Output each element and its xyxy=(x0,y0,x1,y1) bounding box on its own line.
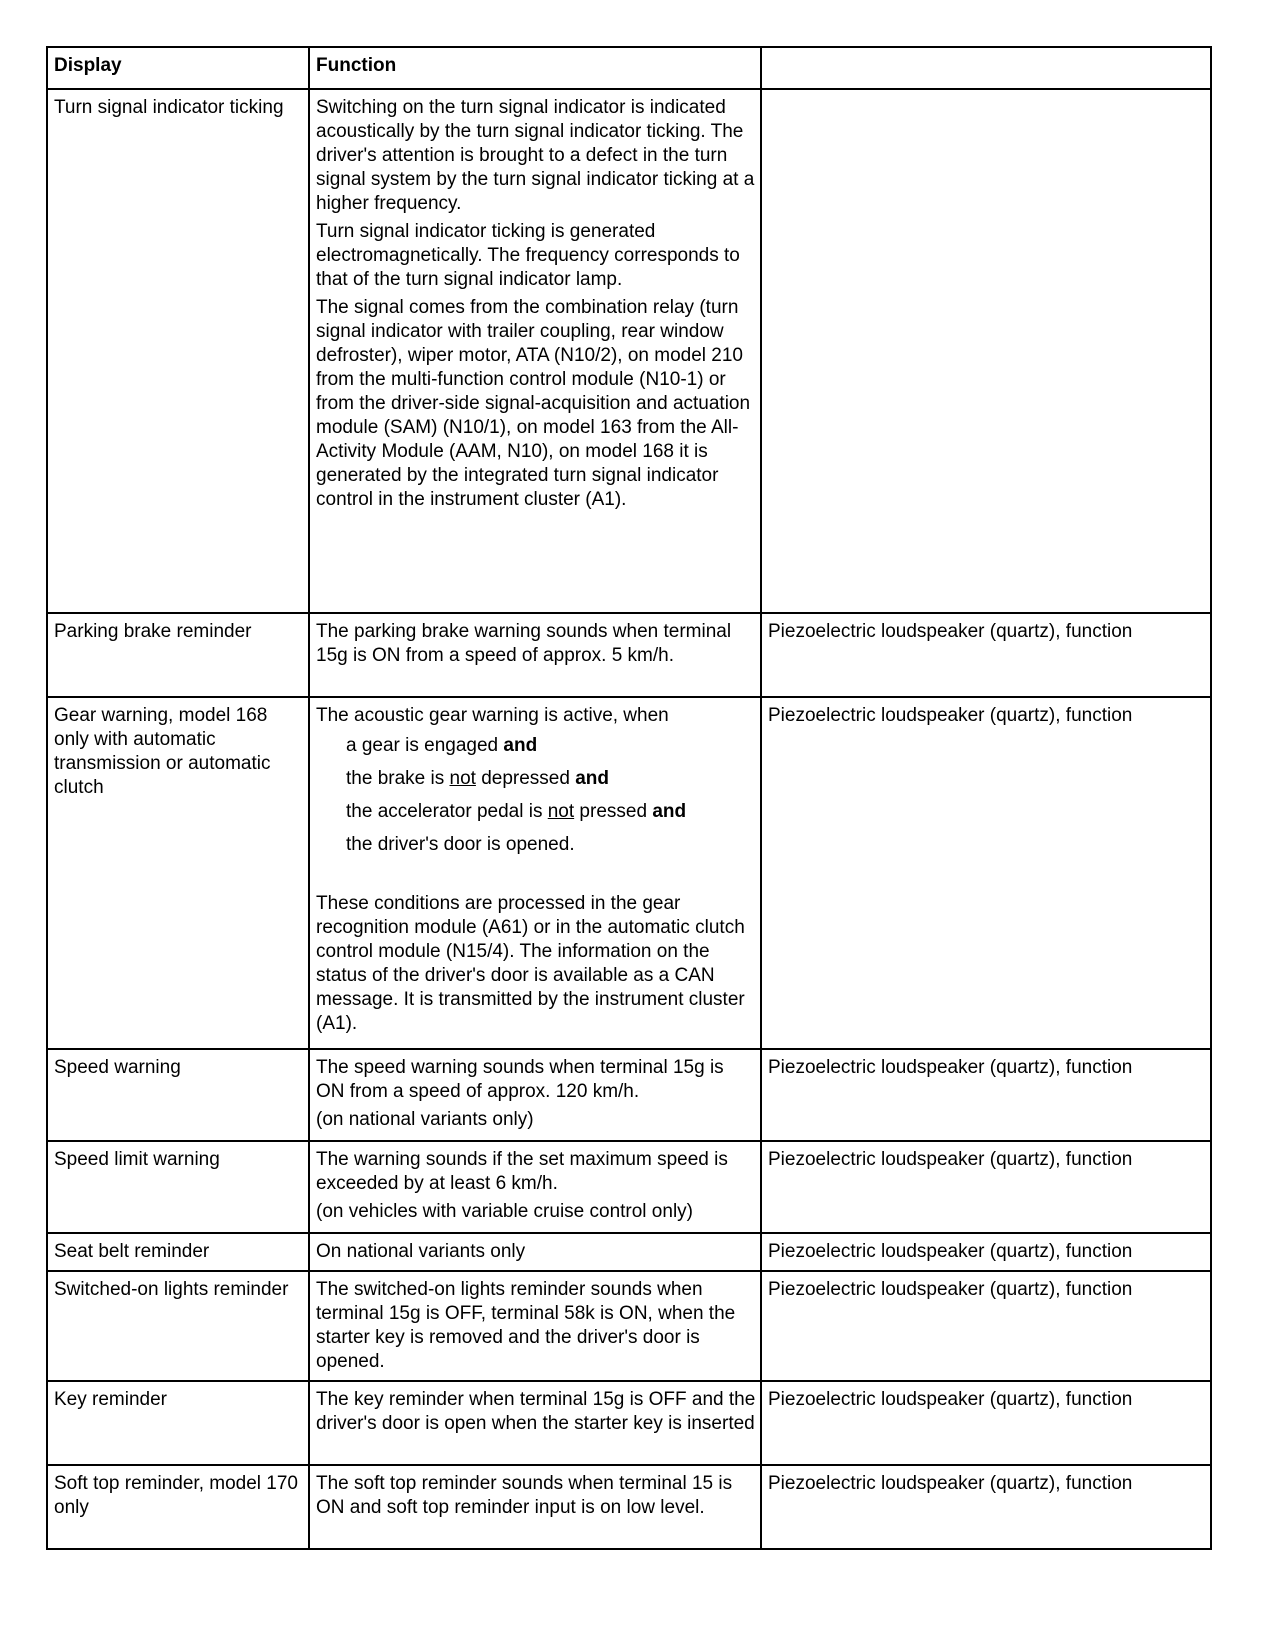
table-row xyxy=(47,1141,1211,1233)
table-row xyxy=(47,1233,1211,1271)
component-cell: Piezoelectric loudspeaker (quartz), function xyxy=(761,1381,1211,1465)
display-cell: Gear warning, model 168 only with automatic transmission or automatic clutch xyxy=(47,697,309,1049)
display-cell: Turn signal indicator ticking xyxy=(47,89,309,613)
display-cell: Soft top reminder, model 170 only xyxy=(47,1465,309,1549)
function-paragraph: The signal comes from the combination relay (turn signal indicator with trailer coupling, rear window defroster), wiper motor, ATA (N10/2), on model 210 from the multi-function control module (N10-1) or from the driver-side signal-acquisition and actuation module (SAM) (N10/1), on model 163 from the All-Activity Module (AAM, N10), on model 168 it is generated by the integrated turn signal indicator control in the instrument cluster (A1). xyxy=(316,297,751,510)
display-cell: Speed warning xyxy=(47,1049,309,1141)
function-paragraph: On national variants only xyxy=(316,1241,526,1262)
table-row xyxy=(47,697,1211,1049)
function-paragraph: Switching on the turn signal indicator is indicated acoustically by the turn signal indicator ticking. The driver's attention is brought to a defect in the turn signal system by the turn signal indicator ticking at a higher frequency. xyxy=(316,97,755,214)
display-cell: Speed limit warning xyxy=(47,1141,309,1233)
table-row xyxy=(47,89,1211,613)
function-paragraph: The key reminder when terminal 15g is OFF and the driver's door is open when the starter key is inserted xyxy=(316,1389,756,1434)
component-cell: Piezoelectric loudspeaker (quartz), function xyxy=(761,1141,1211,1233)
table-row xyxy=(47,1465,1211,1549)
reminder-function-table xyxy=(46,46,1212,1550)
function-paragraph: The switched-on lights reminder sounds when terminal 15g is OFF, terminal 58k is ON, when the starter key is removed and the driver's door is opened. xyxy=(316,1279,736,1372)
function-cell xyxy=(309,1141,761,1233)
condition-item: the brake is not depressed and xyxy=(346,768,609,789)
header-function: Function xyxy=(309,47,761,89)
function-cell xyxy=(309,697,761,1049)
function-paragraph: The speed warning sounds when terminal 15g is ON from a speed of approx. 120 km/h. xyxy=(316,1057,724,1102)
display-cell: Switched-on lights reminder xyxy=(47,1271,309,1381)
function-intro: The acoustic gear warning is active, when xyxy=(316,705,669,726)
function-paragraph: (on national variants only) xyxy=(316,1109,534,1130)
function-cell xyxy=(309,1381,761,1465)
component-cell xyxy=(761,89,1211,613)
component-cell: Piezoelectric loudspeaker (quartz), function xyxy=(761,613,1211,697)
table-header-row xyxy=(47,47,1211,89)
function-cell xyxy=(309,1233,761,1271)
component-cell: Piezoelectric loudspeaker (quartz), function xyxy=(761,1049,1211,1141)
display-cell: Key reminder xyxy=(47,1381,309,1465)
function-cell xyxy=(309,1049,761,1141)
function-paragraph: The soft top reminder sounds when terminal 15 is ON and soft top reminder input is on low level. xyxy=(316,1473,733,1518)
display-cell: Seat belt reminder xyxy=(47,1233,309,1271)
component-cell: Piezoelectric loudspeaker (quartz), function xyxy=(761,1465,1211,1549)
function-paragraph: The parking brake warning sounds when terminal 15g is ON from a speed of approx. 5 km/h. xyxy=(316,621,732,666)
table-row xyxy=(47,1049,1211,1141)
function-paragraph: Turn signal indicator ticking is generated electromagnetically. The frequency corresponds to that of the turn signal indicator lamp. xyxy=(316,221,740,290)
header-third xyxy=(761,47,1211,89)
function-cell xyxy=(309,89,761,613)
table-row xyxy=(47,1381,1211,1465)
header-display: Display xyxy=(47,47,309,89)
function-paragraph: (on vehicles with variable cruise control only) xyxy=(316,1201,693,1222)
display-cell: Parking brake reminder xyxy=(47,613,309,697)
condition-item: a gear is engaged and xyxy=(346,735,538,756)
function-cell xyxy=(309,1465,761,1549)
component-cell: Piezoelectric loudspeaker (quartz), function xyxy=(761,1271,1211,1381)
component-cell: Piezoelectric loudspeaker (quartz), function xyxy=(761,1233,1211,1271)
condition-list xyxy=(316,734,756,857)
function-cell xyxy=(309,613,761,697)
condition-item: the driver's door is opened. xyxy=(346,834,575,855)
table-row xyxy=(47,1271,1211,1381)
component-cell: Piezoelectric loudspeaker (quartz), function xyxy=(761,697,1211,1049)
function-paragraph: The warning sounds if the set maximum speed is exceeded by at least 6 km/h. xyxy=(316,1149,728,1194)
function-cell xyxy=(309,1271,761,1381)
function-paragraph: These conditions are processed in the gear recognition module (A61) or in the automatic clutch control module (N15/4). The information on the status of the driver's door is available as a CAN message. It is transmitted by the instrument cluster (A1). xyxy=(316,893,745,1034)
table-row xyxy=(47,613,1211,697)
condition-item: the accelerator pedal is not pressed and xyxy=(346,801,687,822)
